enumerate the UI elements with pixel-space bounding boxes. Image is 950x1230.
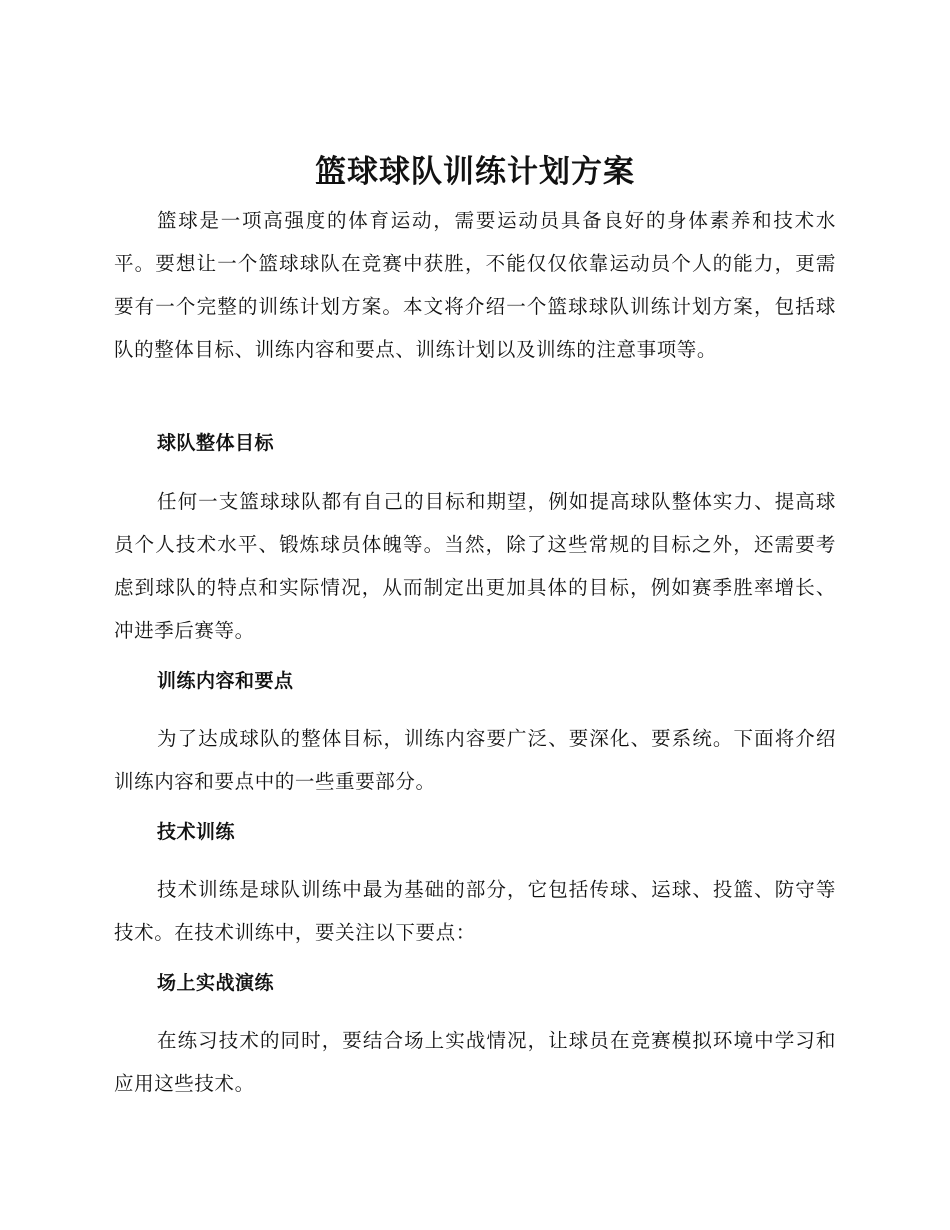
section-heading-technical-training: 技术训练 bbox=[157, 821, 236, 843]
team-goals-paragraph: 任何一支篮球球队都有自己的目标和期望，例如提高球队整体实力、提高球员个人技术水平、锻炼球员体魄等。当然，除了这些常规的目标之外，还需要考虑到球队的特点和实际情况，从而制定出更加具体的目标，例如赛季胜率增长、冲进季后赛等。 bbox=[114, 490, 836, 642]
technical-training-paragraph: 技术训练是球队训练中最为基础的部分，它包括传球、运球、投篮、防守等技术。在技术训练中，要关注以下要点： bbox=[114, 878, 836, 944]
section-heading-training-content: 训练内容和要点 bbox=[157, 670, 294, 692]
section-heading-court-practice: 场上实战演练 bbox=[157, 972, 275, 994]
training-content-paragraph: 为了达成球队的整体目标，训练内容要广泛、要深化、要系统。下面将介绍训练内容和要点中的一些重要部分。 bbox=[114, 727, 836, 793]
document-title: 篮球球队训练计划方案 bbox=[315, 154, 635, 190]
section-heading-team-goals: 球队整体目标 bbox=[157, 432, 275, 454]
intro-paragraph: 篮球是一项高强度的体育运动，需要运动员具备良好的身体素养和技术水平。要想让一个篮球球队在竞赛中获胜，不能仅仅依靠运动员个人的能力，更需要有一个完整的训练计划方案。本文将介绍一个篮球球队训练计划方案，包括球队的整体目标、训练内容和要点、训练计划以及训练的注意事项等。 bbox=[114, 209, 836, 361]
court-practice-paragraph: 在练习技术的同时，要结合场上实战情况，让球员在竞赛模拟环境中学习和应用这些技术。 bbox=[114, 1029, 836, 1095]
